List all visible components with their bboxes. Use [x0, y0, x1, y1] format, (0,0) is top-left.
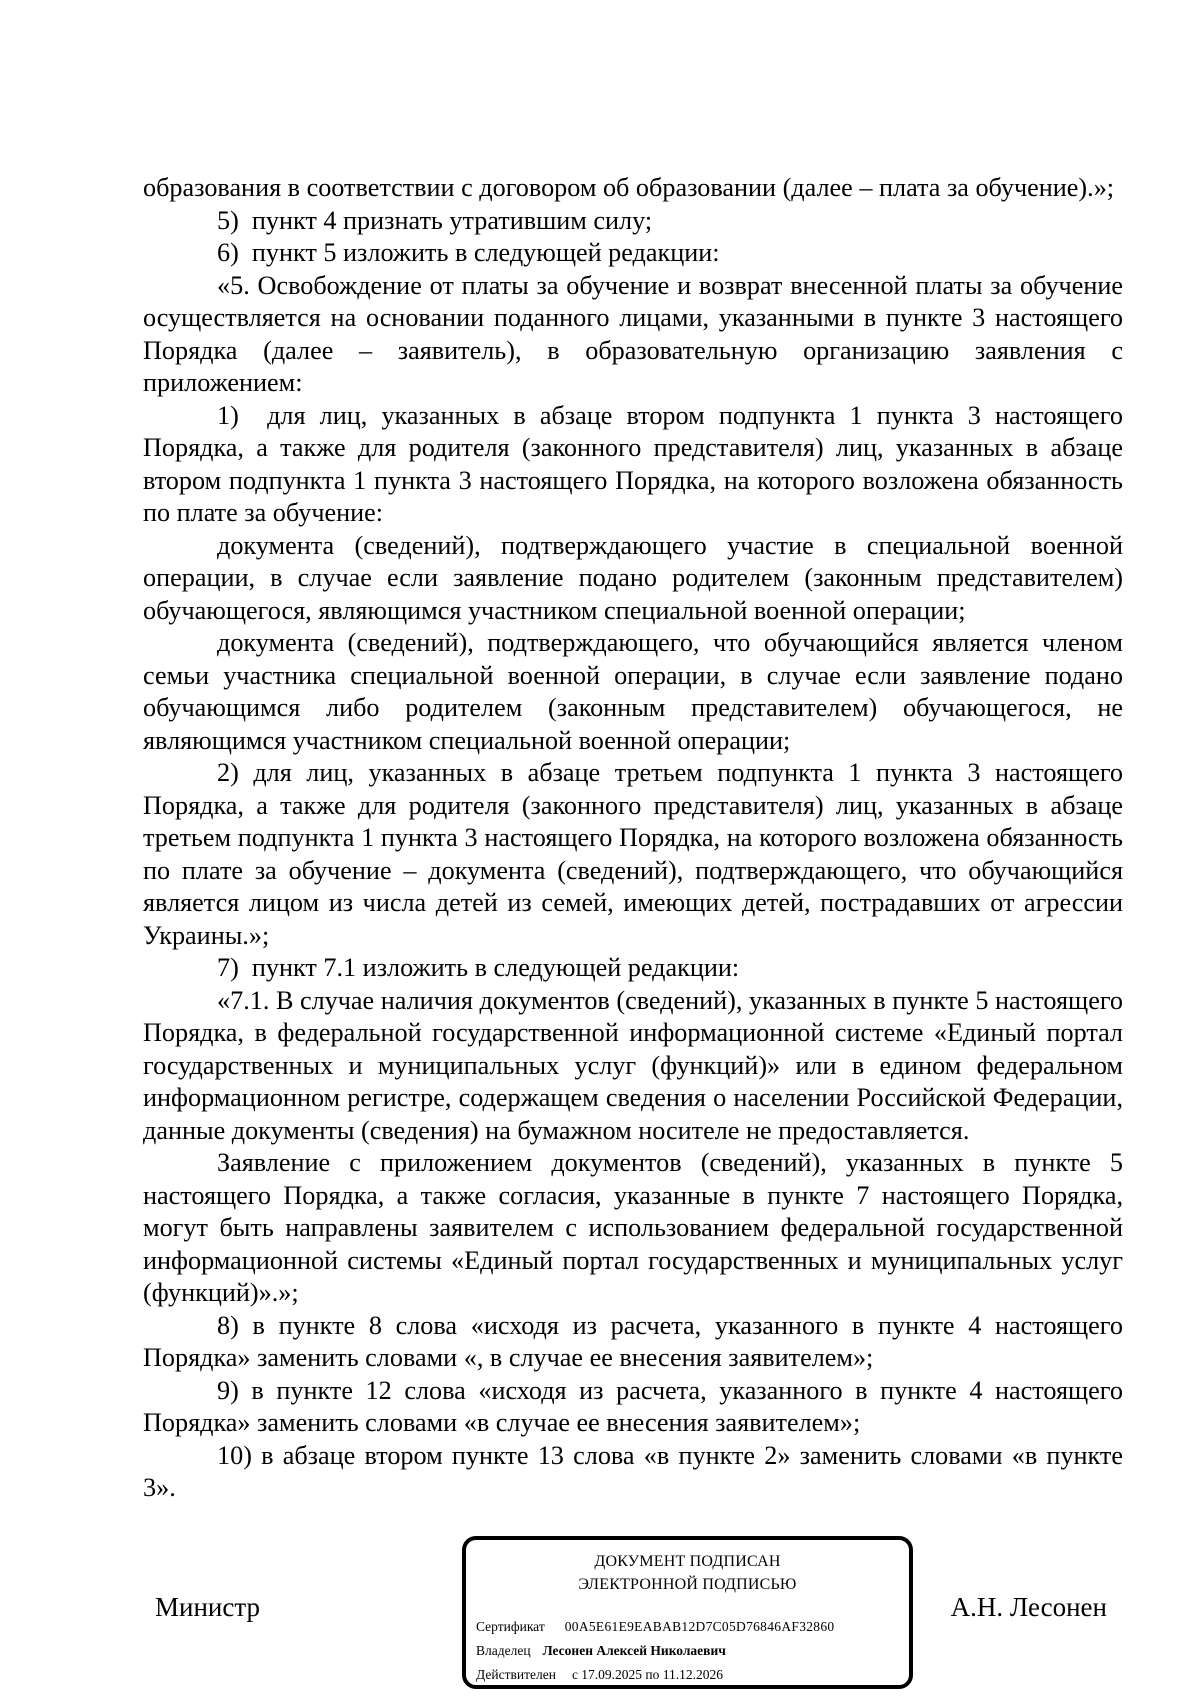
- stamp-title-line2: ЭЛЕКТРОННОЙ ПОДПИСЬЮ: [578, 1576, 797, 1593]
- paragraph-item-7: 7) пункт 7.1 изложить в следующей редакции:: [217, 953, 740, 982]
- paragraph-continuation: образования в соответствии с договором об образовании (далее – плата за обучение).»;: [143, 173, 1115, 202]
- stamp-title-line1: ДОКУМЕНТ ПОДПИСАН: [594, 1553, 781, 1570]
- stamp-certificate-row: [476, 1618, 834, 1636]
- paragraph-subitem-2: 2) для лиц, указанных в абзаце третьем подпункта 1 пункта 3 настоящего Порядка, а также для родителя (законного представителя) лиц, указанных в абзаце третьем подпункта 1 пункта 3 настоящего Порядка, на которого возложена обязанность по плате за обучение – документа (сведений), подтверждающего, что обучающийся является лицом из числа детей из семей, имеющих детей, пострадавших от агрессии Украины.»;: [143, 758, 1123, 950]
- stamp-certificate-label: Сертификат: [476, 1619, 545, 1634]
- paragraph-item-8: 8) в пункте 8 слова «исходя из расчета, указанного в пункте 4 настоящего Порядка» заменить словами «, в случае ее внесения заявителем»;: [143, 1310, 1123, 1372]
- paragraph-subitem-1: 1) для лиц, указанных в абзаце втором подпункта 1 пункта 3 настоящего Порядка, а также для родителя (законного представителя) лиц, указанных в абзаце втором подпункта 1 пункта 3 настоящего Порядка, на которого возложена обязанность по плате за обучение:: [143, 400, 1123, 527]
- signature-name: А.Н. Лесонен: [950, 1592, 1107, 1622]
- document-body: [143, 172, 1123, 1505]
- paragraph-item-10: 10) в абзаце втором пункте 13 слова «в пункте 2» заменить словами «в пункте 3».: [143, 1440, 1123, 1502]
- paragraph-clause-7-1: «7.1. В случае наличия документов (сведений), указанных в пункте 5 настоящего Порядка, в федеральной государственной информационной системе «Единый портал государственных и муниципальных услуг (функций)» или в едином федеральном информационном регистре, содержащем сведения о населении Российской Федерации, данные документы (сведения) на бумажном носителе не предоставляется.: [143, 985, 1123, 1145]
- stamp-owner-row: [476, 1642, 726, 1660]
- paragraph-doc-participation: документа (сведений), подтверждающего участие в специальной военной операции, в случае если заявление подано родителем (законным представителем) обучающегося, являющимся участником специальной военной операции;: [143, 530, 1123, 625]
- paragraph-application: Заявление с приложением документов (сведений), указанных в пункте 5 настоящего Порядка, а также согласия, указанные в пункте 7 настоящего Порядка, могут быть направлены заявителем с использованием федеральной государственной информационной системы «Единый портал государственных и муниципальных услуг (функций)».»;: [143, 1148, 1123, 1307]
- stamp-owner-value: Лесонен Алексей Николаевич: [542, 1643, 726, 1658]
- electronic-signature-stamp: [462, 1536, 913, 1689]
- stamp-title: [466, 1550, 909, 1596]
- paragraph-clause-5: «5. Освобождение от платы за обучение и возврат внесенной платы за обучение осуществляется на основании поданного лицами, указанными в пункте 3 настоящего Порядка (далее – заявитель), в образовательную организацию заявления с приложением:: [143, 270, 1123, 397]
- signature-position: Министр: [155, 1592, 260, 1622]
- stamp-certificate-value: 00A5E61E9EABAB12D7C05D76846AF32860: [564, 1619, 835, 1634]
- paragraph-item-6: 6) пункт 5 изложить в следующей редакции:: [217, 238, 720, 267]
- paragraph-item-9: 9) в пункте 12 слова «исходя из расчета, указанного в пункте 4 настоящего Порядка» заменить словами «в случае ее внесения заявителем»;: [143, 1375, 1123, 1437]
- stamp-valid-value: с 17.09.2025 по 11.12.2026: [571, 1667, 724, 1682]
- paragraph-doc-family-member: документа (сведений), подтверждающего, что обучающийся является членом семьи участника специальной военной операции, в случае если заявление подано обучающимся либо родителем (законным представителем) обучающегося, не являющимся участником специальной военной операции;: [143, 628, 1123, 755]
- stamp-owner-label: Владелец: [476, 1643, 531, 1658]
- paragraph-item-5: 5) пункт 4 признать утратившим силу;: [217, 205, 653, 235]
- stamp-valid-row: [476, 1666, 723, 1684]
- stamp-valid-label: Действителен: [476, 1667, 556, 1682]
